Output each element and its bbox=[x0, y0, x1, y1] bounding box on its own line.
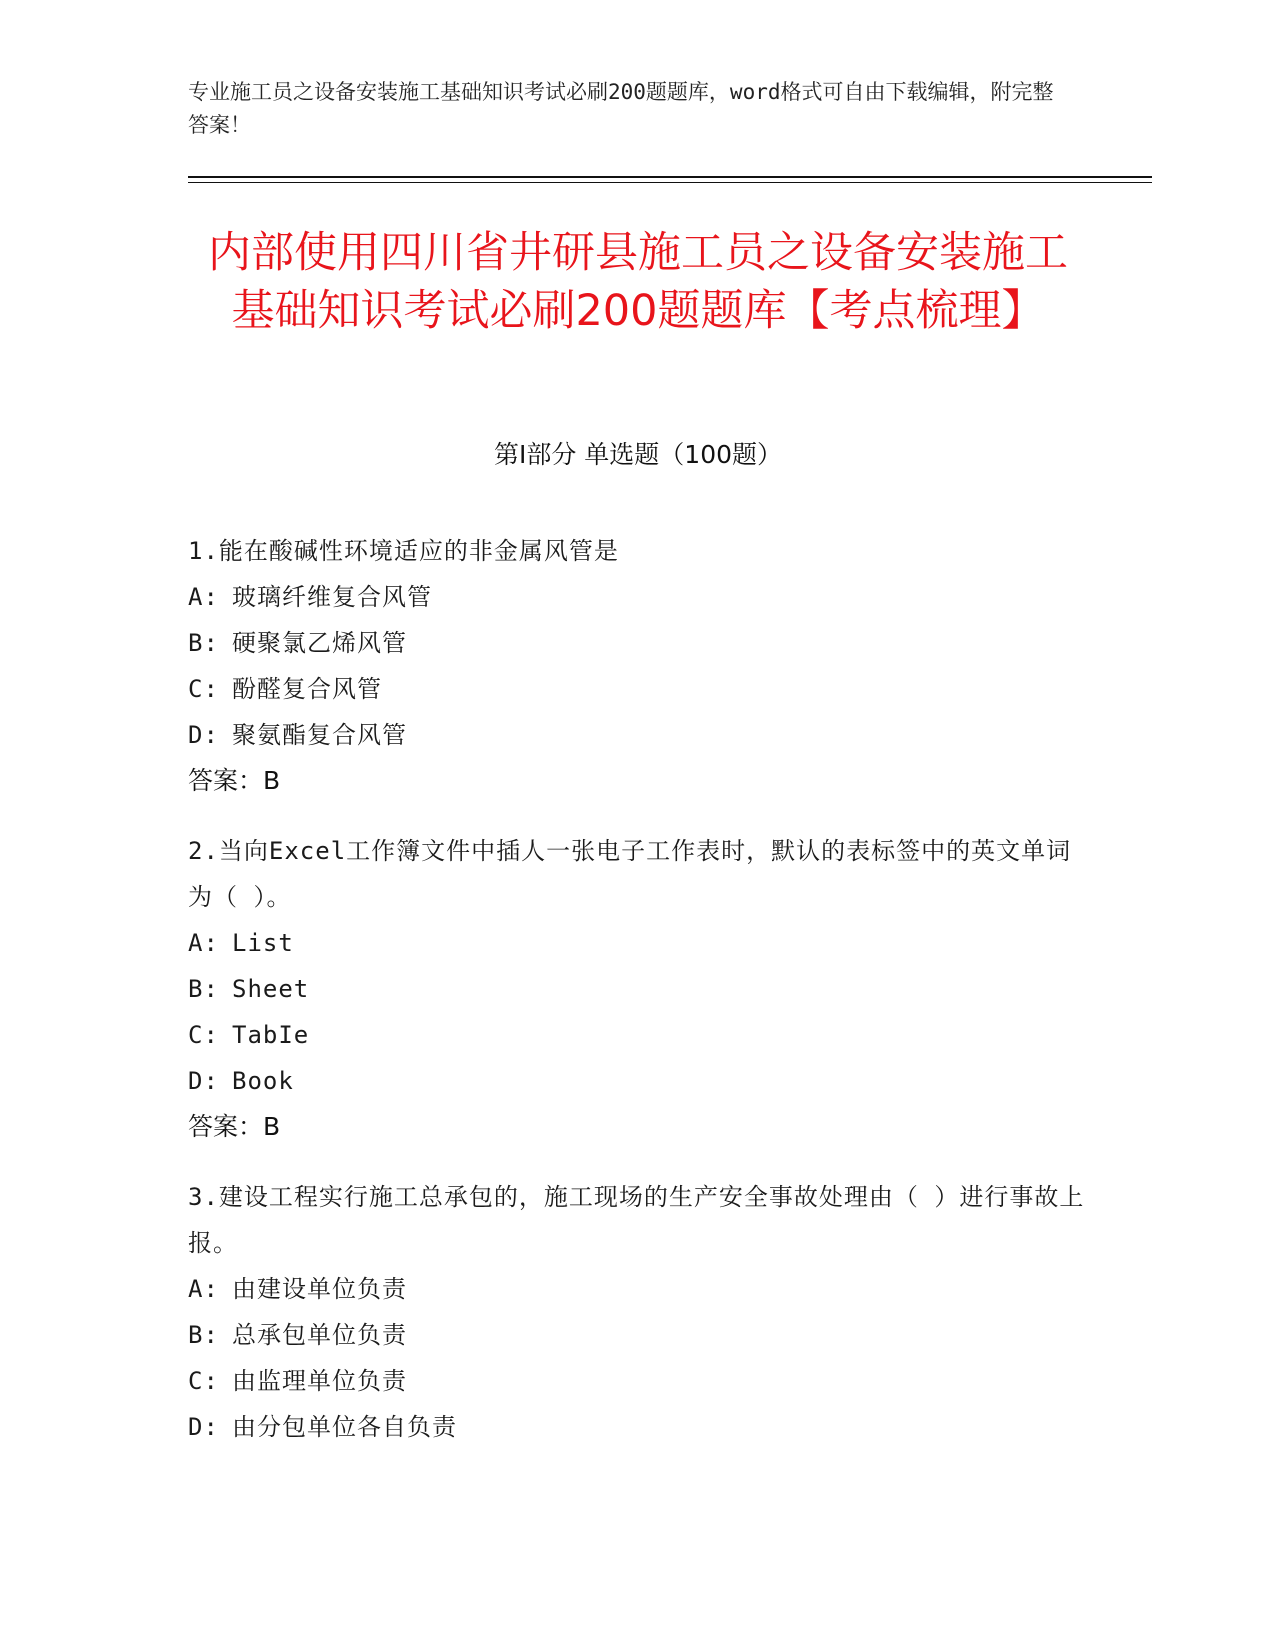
document-title: 内部使用四川省井研县施工员之设备安装施工基础知识考试必刷200题题库【考点梳理】 bbox=[208, 228, 1068, 336]
header-rule-thin bbox=[188, 182, 1152, 183]
option-text: 由建设单位负责 bbox=[232, 1275, 407, 1303]
option-text: List bbox=[232, 929, 294, 957]
answer-line: 答案：B bbox=[188, 1112, 281, 1141]
option-text: 由分包单位各自负责 bbox=[232, 1413, 457, 1441]
question-text: 3.建设工程实行施工总承包的，施工现场的生产安全事故处理由（ ）进行事故上报。 bbox=[188, 1183, 1085, 1257]
section-heading: 第I部分 单选题（100题） bbox=[493, 440, 783, 469]
question-list bbox=[188, 528, 1088, 1474]
option-text: TabIe bbox=[232, 1021, 310, 1049]
option-d bbox=[188, 1058, 1088, 1104]
option-text: 由监理单位负责 bbox=[232, 1367, 407, 1395]
question-text: 2.当向Excel工作簿文件中插人一张电子工作表时，默认的表标签中的英文单词为（ ）。 bbox=[188, 837, 1072, 911]
option-key: A: bbox=[188, 929, 219, 957]
option-key: C: bbox=[188, 1367, 219, 1395]
option-d bbox=[188, 712, 1088, 758]
question-3 bbox=[188, 1174, 1088, 1450]
option-key: C: bbox=[188, 675, 219, 703]
option-a bbox=[188, 1266, 1088, 1312]
question-text: 1.能在酸碱性环境适应的非金属风管是 bbox=[188, 537, 619, 565]
option-b bbox=[188, 966, 1088, 1012]
header-note: 专业施工员之设备安装施工基础知识考试必刷200题题库，word格式可自由下载编辑，附完整答案！ bbox=[188, 80, 1054, 137]
option-key: D: bbox=[188, 1413, 219, 1441]
option-text: 硬聚氯乙烯风管 bbox=[232, 629, 407, 657]
option-key: B: bbox=[188, 1321, 219, 1349]
option-text: 总承包单位负责 bbox=[232, 1321, 407, 1349]
option-key: D: bbox=[188, 721, 219, 749]
option-key: C: bbox=[188, 1021, 219, 1049]
header-rule-thick bbox=[188, 176, 1152, 178]
option-a bbox=[188, 574, 1088, 620]
option-b bbox=[188, 620, 1088, 666]
answer-line: 答案：B bbox=[188, 766, 281, 795]
option-key: A: bbox=[188, 1275, 219, 1303]
option-c bbox=[188, 1012, 1088, 1058]
question-2 bbox=[188, 828, 1088, 1150]
option-text: 玻璃纤维复合风管 bbox=[232, 583, 432, 611]
option-d bbox=[188, 1404, 1088, 1450]
option-key: B: bbox=[188, 975, 219, 1003]
option-b bbox=[188, 1312, 1088, 1358]
question-1 bbox=[188, 528, 1088, 804]
option-text: 酚醛复合风管 bbox=[232, 675, 382, 703]
option-text: 聚氨酯复合风管 bbox=[232, 721, 407, 749]
option-c bbox=[188, 666, 1088, 712]
option-text: Sheet bbox=[232, 975, 310, 1003]
option-text: Book bbox=[232, 1067, 294, 1095]
option-key: B: bbox=[188, 629, 219, 657]
option-a bbox=[188, 920, 1088, 966]
option-c bbox=[188, 1358, 1088, 1404]
option-key: A: bbox=[188, 583, 219, 611]
option-key: D: bbox=[188, 1067, 219, 1095]
